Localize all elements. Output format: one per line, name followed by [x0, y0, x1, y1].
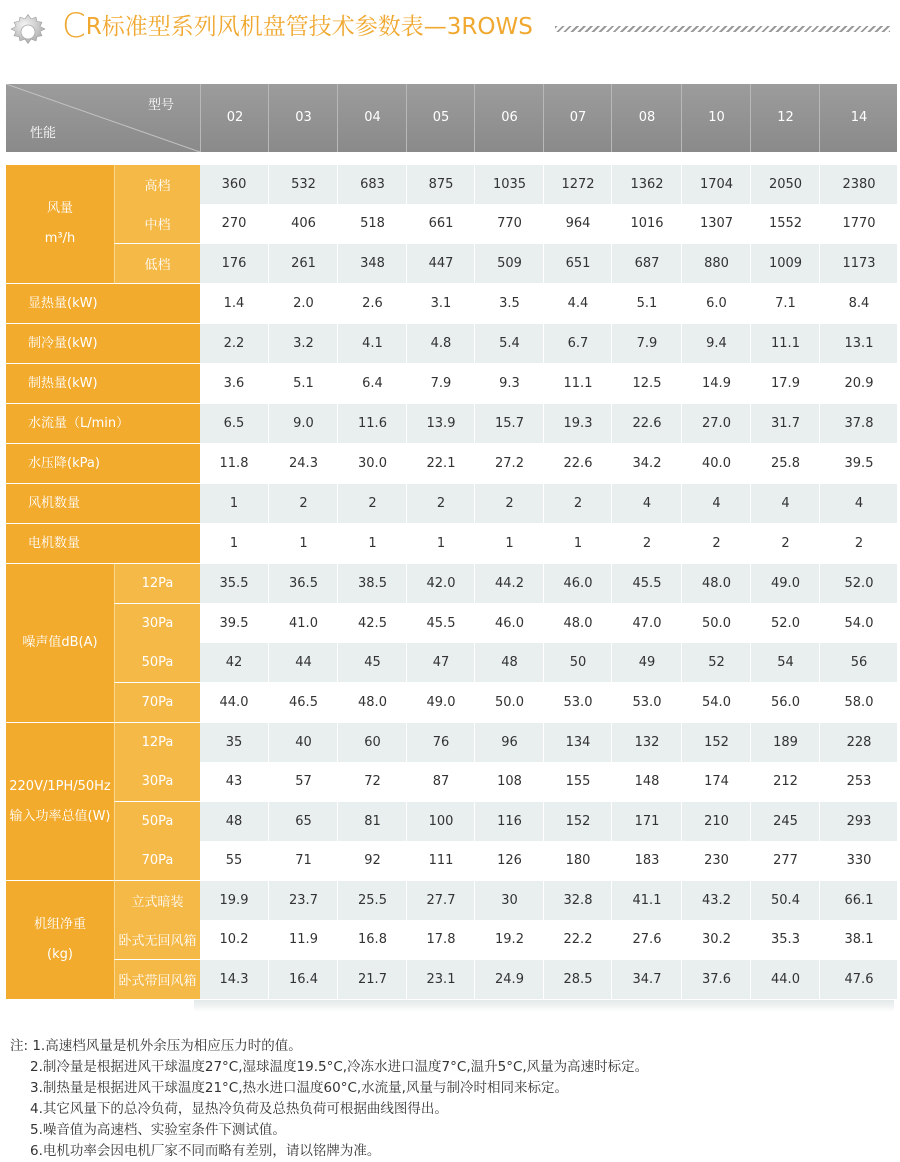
value-cell: 66.1: [819, 881, 898, 920]
value-cell: 50.0: [681, 604, 751, 643]
value-cell: 13.9: [406, 404, 475, 443]
value-cell: 46.0: [543, 564, 612, 603]
row-cells: [200, 204, 897, 243]
value-cell: 28.5: [543, 960, 612, 999]
group-label-text: [34, 915, 86, 965]
value-cell: 44: [268, 643, 338, 682]
value-cell: 3.2: [268, 324, 338, 363]
value-cell: 2: [611, 524, 682, 563]
value-cell: 1: [406, 524, 475, 563]
value-cell: 27.7: [406, 881, 475, 920]
value-cell: 183: [611, 841, 682, 880]
value-cell: 41.1: [611, 881, 682, 920]
value-cell: 406: [268, 204, 338, 243]
value-cell: 1704: [681, 165, 751, 204]
value-cell: 27.6: [611, 920, 682, 959]
value-cell: 9.3: [474, 364, 544, 403]
value-cell: 15.7: [474, 404, 544, 443]
row-label: 制热量(kW): [6, 364, 200, 404]
value-cell: 1272: [543, 165, 612, 204]
value-cell: 687: [611, 244, 682, 283]
value-cell: 24.9: [474, 960, 544, 999]
value-cell: 1016: [611, 204, 682, 243]
sub-label: 30Pa: [114, 604, 200, 644]
value-cell: 25.5: [337, 881, 407, 920]
value-cell: 6.7: [543, 324, 612, 363]
value-cell: 17.8: [406, 920, 475, 959]
row-cells: [200, 324, 897, 363]
value-cell: 270: [221, 216, 247, 231]
row-cells: [200, 404, 897, 443]
value-cell: 152: [543, 802, 612, 841]
value-cell: 35.3: [750, 920, 820, 959]
value-cell: 964: [543, 204, 612, 243]
value-cell: 6.4: [337, 364, 407, 403]
value-cell: 3.5: [474, 284, 544, 323]
model-header-cell: 03: [268, 84, 338, 152]
value-cell: 19.2: [474, 920, 544, 959]
value-cell: 2: [474, 484, 544, 523]
value-cell: 360: [221, 177, 247, 192]
value-cell: 19.3: [543, 404, 612, 443]
note-line: 3.制热量是根据进风干球温度21°C,热水进口温度60°C,水流量,风量与制冷时相同来标定。: [30, 1080, 568, 1096]
group-label-line: m³/h: [44, 231, 76, 246]
value-cell: 3.6: [223, 376, 245, 391]
value-cell: 52.0: [819, 564, 898, 603]
value-cell: 37.6: [681, 960, 751, 999]
value-cell: 54.0: [681, 683, 751, 722]
value-cell: 1: [543, 524, 612, 563]
value-cell: 55: [225, 853, 243, 868]
value-cell: 38.5: [337, 564, 407, 603]
value-cell: 92: [337, 841, 407, 880]
value-cell: 36.5: [268, 564, 338, 603]
sub-label: 12Pa: [114, 723, 200, 763]
value-cell: 11.9: [268, 920, 338, 959]
value-cell: 20.9: [819, 364, 898, 403]
value-cell: 48.0: [681, 564, 751, 603]
value-cell: 21.7: [337, 960, 407, 999]
value-cell: 45.5: [611, 564, 682, 603]
value-cell: 253: [819, 762, 898, 801]
value-cell: 31.7: [750, 404, 820, 443]
value-cell: 875: [406, 165, 475, 204]
value-cell: 23.1: [406, 960, 475, 999]
gear-icon: [4, 4, 52, 52]
value-cell: 53.0: [543, 683, 612, 722]
header-model-label: 型号: [148, 98, 175, 113]
table-shadow: [194, 1000, 894, 1012]
row-cells: [200, 444, 897, 483]
value-cell: 56.0: [750, 683, 820, 722]
value-cell: 25.8: [750, 444, 820, 483]
row-cells: [200, 564, 897, 603]
title-text: R标准型系列风机盘管技术参数表—3ROWS: [85, 14, 533, 40]
note-line: 2.制冷量是根据进风干球温度27°C,湿球温度19.5°C,冷冻水进口温度7°C,温升5°C,风量为高速时标定。: [30, 1059, 649, 1075]
row-label: 水压降(kPa): [6, 444, 200, 484]
value-cell: 13.1: [819, 324, 898, 363]
sub-label: 12Pa: [114, 564, 200, 604]
sub-label: 50Pa: [114, 643, 200, 683]
value-cell: 5.1: [268, 364, 338, 403]
value-cell: 770: [474, 204, 544, 243]
model-header-cell: 08: [611, 84, 682, 152]
value-cell: 43.2: [681, 881, 751, 920]
sub-label: 高档: [114, 165, 200, 205]
value-cell: 2: [406, 484, 475, 523]
value-cell: 76: [406, 723, 475, 762]
model-header-cell: 07: [543, 84, 612, 152]
sub-label: 50Pa: [114, 802, 200, 842]
value-cell: 212: [750, 762, 820, 801]
value-cell: 34.7: [611, 960, 682, 999]
value-cell: 10.2: [219, 932, 249, 947]
value-cell: 4: [611, 484, 682, 523]
value-cell: 19.9: [219, 893, 249, 908]
group-label-line: 机组净重: [33, 917, 86, 932]
row-label: 风机数量: [6, 484, 200, 524]
header-corner: [6, 84, 200, 152]
value-cell: 49: [611, 643, 682, 682]
model-header-cell: 12: [750, 84, 820, 152]
value-cell: 50.4: [750, 881, 820, 920]
value-cell: 1770: [819, 204, 898, 243]
value-cell: 34.2: [611, 444, 682, 483]
value-cell: 155: [543, 762, 612, 801]
value-cell: 277: [750, 841, 820, 880]
value-cell: 4: [819, 484, 898, 523]
value-cell: 1: [268, 524, 338, 563]
row-cells: [200, 920, 897, 959]
value-cell: 30.2: [681, 920, 751, 959]
value-cell: 661: [406, 204, 475, 243]
value-cell: 60: [337, 723, 407, 762]
value-cell: 44.0: [219, 695, 249, 710]
value-cell: 509: [474, 244, 544, 283]
value-cell: 4: [750, 484, 820, 523]
value-cell: 1552: [750, 204, 820, 243]
value-cell: 5.4: [474, 324, 544, 363]
sub-label: 30Pa: [114, 762, 200, 802]
value-cell: 2: [543, 484, 612, 523]
row-cells: [200, 881, 897, 920]
group-label-line: (kg): [47, 947, 73, 962]
value-cell: 22.1: [406, 444, 475, 483]
value-cell: 81: [337, 802, 407, 841]
value-cell: 1362: [611, 165, 682, 204]
value-cell: 58.0: [819, 683, 898, 722]
table-header: [6, 84, 897, 152]
value-cell: 228: [819, 723, 898, 762]
sub-label: 70Pa: [114, 683, 200, 723]
row-cells: [200, 683, 897, 722]
group-label-text: [45, 199, 76, 249]
value-cell: 27.2: [474, 444, 544, 483]
value-cell: 2380: [819, 165, 898, 204]
value-cell: 171: [611, 802, 682, 841]
page-title: [62, 6, 533, 46]
value-cell: 11.6: [337, 404, 407, 443]
title-initial: C: [62, 6, 86, 46]
value-cell: 39.5: [219, 616, 249, 631]
value-cell: 2.0: [268, 284, 338, 323]
value-cell: 532: [268, 165, 338, 204]
value-cell: 5.1: [611, 284, 682, 323]
row-cells: [200, 723, 897, 762]
row-cells: [200, 364, 897, 403]
value-cell: 4: [681, 484, 751, 523]
model-header-cell: 05: [406, 84, 475, 152]
value-cell: 176: [221, 256, 247, 271]
value-cell: 40.0: [681, 444, 751, 483]
value-cell: 50: [543, 643, 612, 682]
value-cell: 447: [406, 244, 475, 283]
value-cell: 1: [229, 536, 239, 551]
group-label-line: 220V/1PH/50Hz: [9, 778, 111, 794]
value-cell: 189: [750, 723, 820, 762]
value-cell: 148: [611, 762, 682, 801]
header-performance-label: 性能: [30, 126, 57, 141]
value-cell: 30: [474, 881, 544, 920]
title-divider: [555, 26, 890, 32]
value-cell: 22.6: [611, 404, 682, 443]
row-cells: [200, 165, 897, 204]
group-label-text: [22, 633, 97, 653]
value-cell: 12.5: [611, 364, 682, 403]
value-cell: 47.6: [819, 960, 898, 999]
value-cell: 49.0: [750, 564, 820, 603]
value-cell: 293: [819, 802, 898, 841]
value-cell: 56: [819, 643, 898, 682]
value-cell: 57: [268, 762, 338, 801]
row-label: 水流量（L/min）: [6, 404, 200, 444]
value-cell: 22.6: [543, 444, 612, 483]
value-cell: 174: [681, 762, 751, 801]
value-cell: 54: [750, 643, 820, 682]
row-label: 制冷量(kW): [6, 324, 200, 364]
value-cell: 230: [681, 841, 751, 880]
note-line: 5.噪音值为高速档、实验室条件下测试值。: [30, 1122, 286, 1138]
row-cells: [200, 643, 897, 682]
value-cell: 9.0: [268, 404, 338, 443]
value-cell: 52: [681, 643, 751, 682]
value-cell: 54.0: [819, 604, 898, 643]
value-cell: 27.0: [681, 404, 751, 443]
value-cell: 11.1: [543, 364, 612, 403]
value-cell: 53.0: [611, 683, 682, 722]
group-label-text: [9, 777, 111, 827]
value-cell: 48.0: [337, 683, 407, 722]
value-cell: 42: [225, 655, 243, 670]
note-line: 6.电机功率会因电机厂家不同而略有差别，请以铭牌为准。: [30, 1143, 381, 1159]
value-cell: 2050: [750, 165, 820, 204]
value-cell: 52.0: [750, 604, 820, 643]
value-cell: 2: [681, 524, 751, 563]
row-label: 显热量(kW): [6, 284, 200, 324]
noise-group: [6, 564, 114, 723]
value-cell: 2.2: [223, 336, 245, 351]
value-cell: 4.1: [337, 324, 407, 363]
value-cell: 48: [474, 643, 544, 682]
row-label: 电机数量: [6, 524, 200, 564]
value-cell: 152: [681, 723, 751, 762]
row-cells: [200, 841, 897, 880]
value-cell: 4.8: [406, 324, 475, 363]
value-cell: 40: [268, 723, 338, 762]
value-cell: 47.0: [611, 604, 682, 643]
note-line: 注: 1.高速档风量是机外余压为相应压力时的值。: [10, 1038, 302, 1054]
value-cell: 7.1: [750, 284, 820, 323]
value-cell: 35.5: [219, 576, 249, 591]
value-cell: 651: [543, 244, 612, 283]
power-group: [6, 723, 114, 881]
value-cell: 49.0: [406, 683, 475, 722]
value-cell: 100: [406, 802, 475, 841]
sub-label: 70Pa: [114, 841, 200, 881]
group-label-line: 风量: [46, 201, 73, 216]
value-cell: 48: [225, 814, 243, 829]
model-header-cell: 04: [337, 84, 407, 152]
row-cells: [200, 244, 897, 283]
value-cell: 132: [611, 723, 682, 762]
row-cells: [200, 604, 897, 643]
value-cell: 1.4: [223, 296, 245, 311]
value-cell: 1035: [474, 165, 544, 204]
value-cell: 2: [268, 484, 338, 523]
value-cell: 8.4: [819, 284, 898, 323]
value-cell: 245: [750, 802, 820, 841]
row-cells: [200, 284, 897, 323]
value-cell: 108: [474, 762, 544, 801]
sub-label: 立式暗装: [114, 881, 200, 921]
row-cells: [200, 762, 897, 801]
value-cell: 210: [681, 802, 751, 841]
value-cell: 1307: [681, 204, 751, 243]
weight-group: [6, 881, 114, 1000]
value-cell: 2: [819, 524, 898, 563]
value-cell: 30.0: [337, 444, 407, 483]
value-cell: 14.3: [219, 972, 249, 987]
value-cell: 96: [474, 723, 544, 762]
airflow-group: [6, 165, 114, 284]
row-cells: [200, 960, 897, 999]
value-cell: 16.4: [268, 960, 338, 999]
value-cell: 46.5: [268, 683, 338, 722]
value-cell: 22.2: [543, 920, 612, 959]
value-cell: 2: [750, 524, 820, 563]
value-cell: 1: [229, 496, 239, 511]
value-cell: 16.8: [337, 920, 407, 959]
value-cell: 126: [474, 841, 544, 880]
value-cell: 41.0: [268, 604, 338, 643]
value-cell: 7.9: [611, 324, 682, 363]
value-cell: 6.5: [223, 416, 245, 431]
sub-label: 卧式带回风箱: [114, 960, 200, 1000]
value-cell: 44.0: [750, 960, 820, 999]
value-cell: 42.0: [406, 564, 475, 603]
value-cell: 116: [474, 802, 544, 841]
model-header-cell: 10: [681, 84, 751, 152]
value-cell: 880: [681, 244, 751, 283]
value-cell: 65: [268, 802, 338, 841]
group-label-line: 噪声值dB(A): [22, 635, 98, 650]
title-bar: [0, 0, 900, 55]
value-cell: 348: [337, 244, 407, 283]
value-cell: 43: [225, 774, 243, 789]
value-cell: 9.4: [681, 324, 751, 363]
value-cell: 518: [337, 204, 407, 243]
value-cell: 42.5: [337, 604, 407, 643]
value-cell: 45: [337, 643, 407, 682]
value-cell: 23.7: [268, 881, 338, 920]
value-cell: 7.9: [406, 364, 475, 403]
value-cell: 72: [337, 762, 407, 801]
value-cell: 47: [406, 643, 475, 682]
value-cell: 46.0: [474, 604, 544, 643]
value-cell: 1: [474, 524, 544, 563]
value-cell: 11.8: [219, 456, 249, 471]
value-cell: 6.0: [681, 284, 751, 323]
value-cell: 37.8: [819, 404, 898, 443]
value-cell: 111: [406, 841, 475, 880]
value-cell: 48.0: [543, 604, 612, 643]
value-cell: 683: [337, 165, 407, 204]
value-cell: 3.1: [406, 284, 475, 323]
value-cell: 35: [225, 735, 243, 750]
value-cell: 134: [543, 723, 612, 762]
value-cell: 4.4: [543, 284, 612, 323]
value-cell: 1009: [750, 244, 820, 283]
model-header-cell: 14: [819, 84, 898, 152]
note-line: 4.其它风量下的总冷负荷，显热冷负荷及总热负荷可根据曲线图得出。: [30, 1101, 448, 1117]
row-cells: [200, 802, 897, 841]
value-cell: 32.8: [543, 881, 612, 920]
value-cell: 1173: [819, 244, 898, 283]
value-cell: 38.1: [819, 920, 898, 959]
value-cell: 180: [543, 841, 612, 880]
value-cell: 261: [268, 244, 338, 283]
row-cells: [200, 484, 897, 523]
value-cell: 2.6: [337, 284, 407, 323]
sub-label: 卧式无回风箱: [114, 920, 200, 960]
value-cell: 71: [268, 841, 338, 880]
value-cell: 17.9: [750, 364, 820, 403]
value-cell: 2: [337, 484, 407, 523]
value-cell: 1: [337, 524, 407, 563]
value-cell: 45.5: [406, 604, 475, 643]
sub-label: 低档: [114, 244, 200, 284]
model-header-cell: 06: [474, 84, 544, 152]
group-label-line: 输入功率总值(W): [9, 808, 111, 824]
value-cell: 50.0: [474, 683, 544, 722]
value-cell: 24.3: [268, 444, 338, 483]
row-cells: [200, 524, 897, 563]
value-cell: 14.9: [681, 364, 751, 403]
value-cell: 87: [406, 762, 475, 801]
value-cell: 330: [819, 841, 898, 880]
value-cell: 39.5: [819, 444, 898, 483]
model-header-cell: 02: [200, 84, 269, 152]
value-cell: 44.2: [474, 564, 544, 603]
sub-label: 中档: [114, 204, 200, 244]
value-cell: 11.1: [750, 324, 820, 363]
